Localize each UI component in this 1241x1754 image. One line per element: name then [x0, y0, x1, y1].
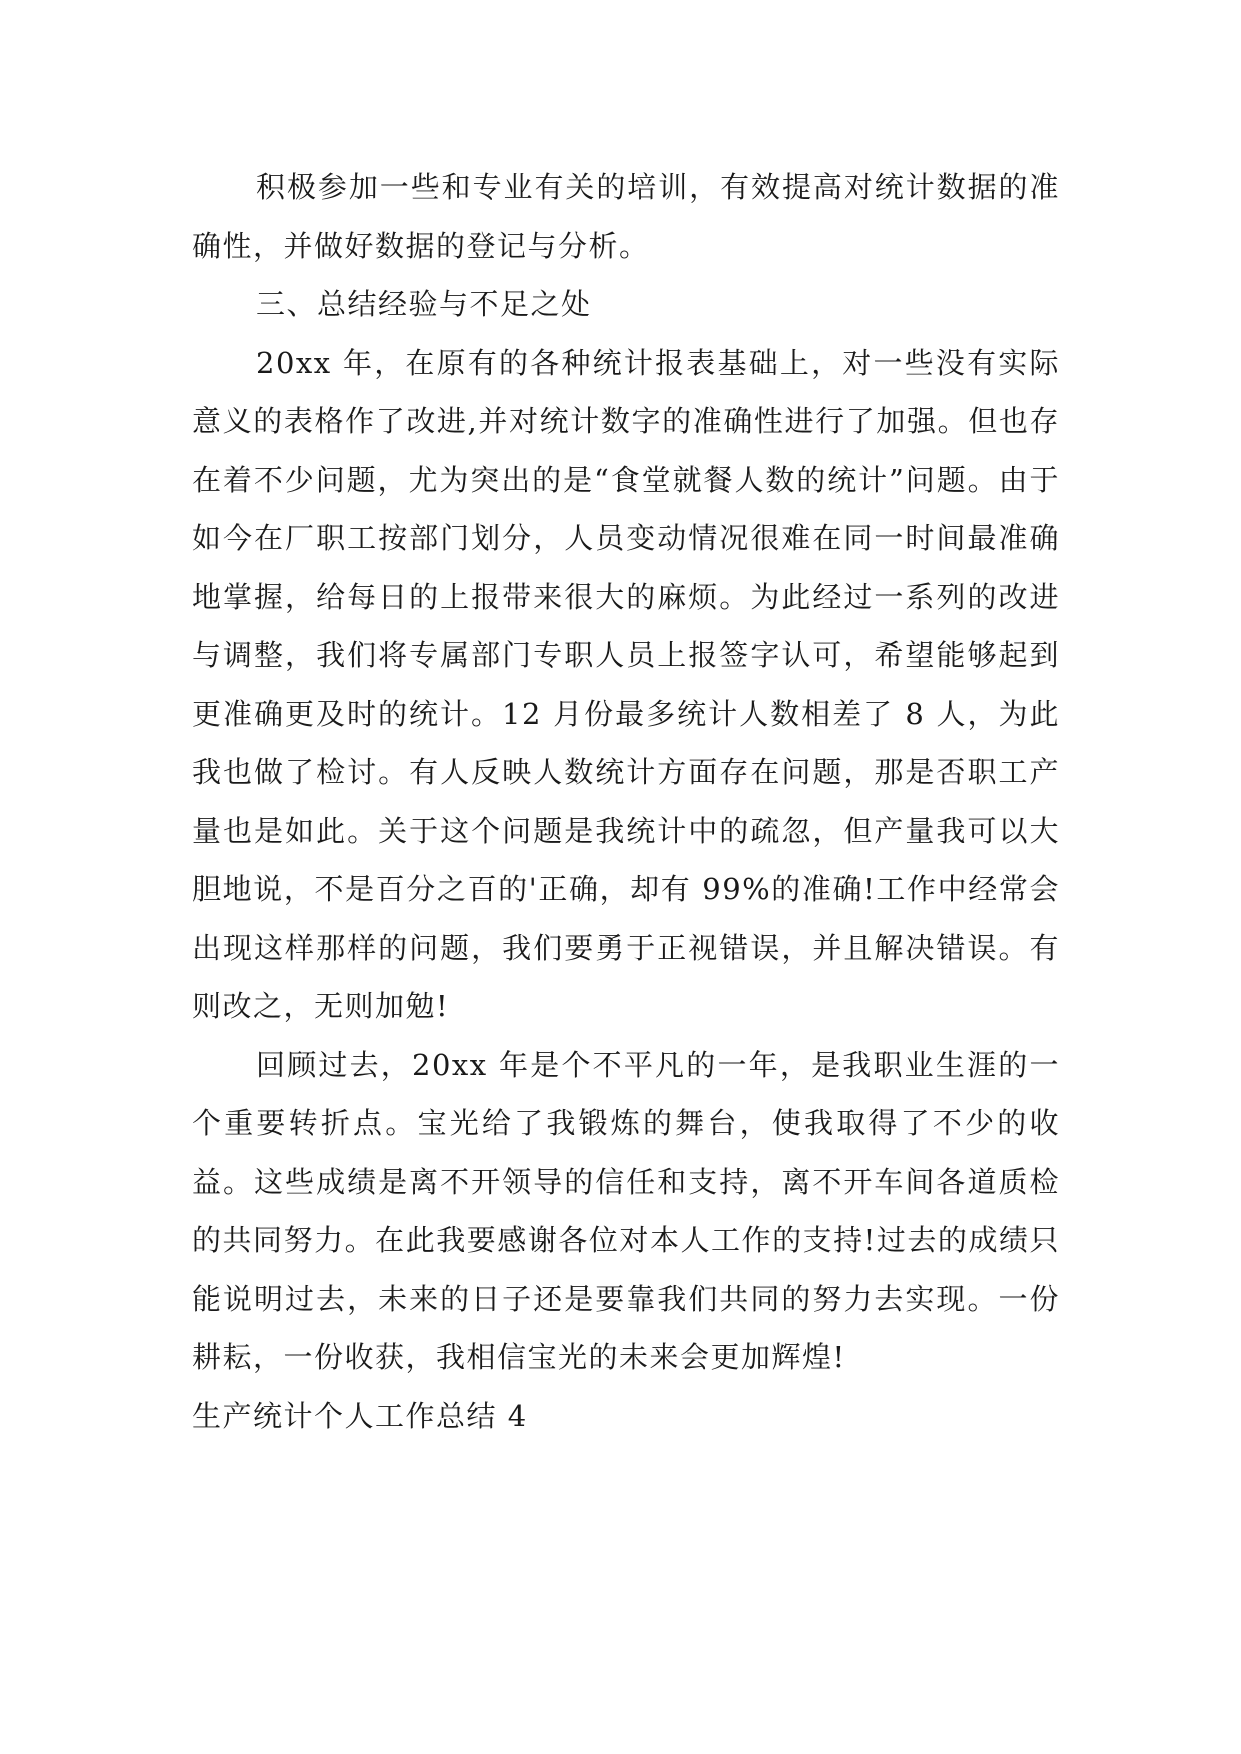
paragraph-statistics: 20xx 年，在原有的各种统计报表基础上，对一些没有实际意义的表格作了改进,并对统计数字的准确性进行了加强。但也存在着不少问题，尤为突出的是“食堂就餐人数的统计”问题。由于如今在厂职工按部门划分，人员变动情况很难在同一时间最准确地掌握，给每日的上报带来很大的麻烦。为此经过一系列的改进与调整，我们将专属部门专职人员上报签字认可，希望能够起到更准确更及时的统计。12 月份最多统计人数相差了 8 人，为此我也做了检讨。有人反映人数统计方面存在问题，那是否职工产量也是如此。关于这个问题是我统计中的疏忽，但产量我可以大胆地说，不是百分之百的'正确，却有 99%的准确!工作中经常会出现这样那样的问题，我们要勇于正视错误，并且解决错误。有则改之，无则加勉! [192, 345, 1060, 1023]
paragraph-review: 回顾过去，20xx 年是个不平凡的一年，是我职业生涯的一个重要转折点。宝光给了我锻炼的舞台，使我取得了不少的收益。这些成绩是离不开领导的信任和支持，离不开车间各道质检的共同努力。在此我要感谢各位对本人工作的支持!过去的成绩只能说明过去，未来的日子还是要靠我们共同的努力去实现。一份耕耘，一份收获，我相信宝光的未来会更加辉煌! [192, 1047, 1060, 1374]
section-title: 生产统计个人工作总结 4 [192, 1398, 528, 1433]
paragraph-training: 积极参加一些和专业有关的培训，有效提高对统计数据的准确性，并做好数据的登记与分析。 [192, 170, 1060, 263]
heading-summary: 三、总结经验与不足之处 [256, 287, 592, 321]
document-body [192, 158, 1060, 1445]
